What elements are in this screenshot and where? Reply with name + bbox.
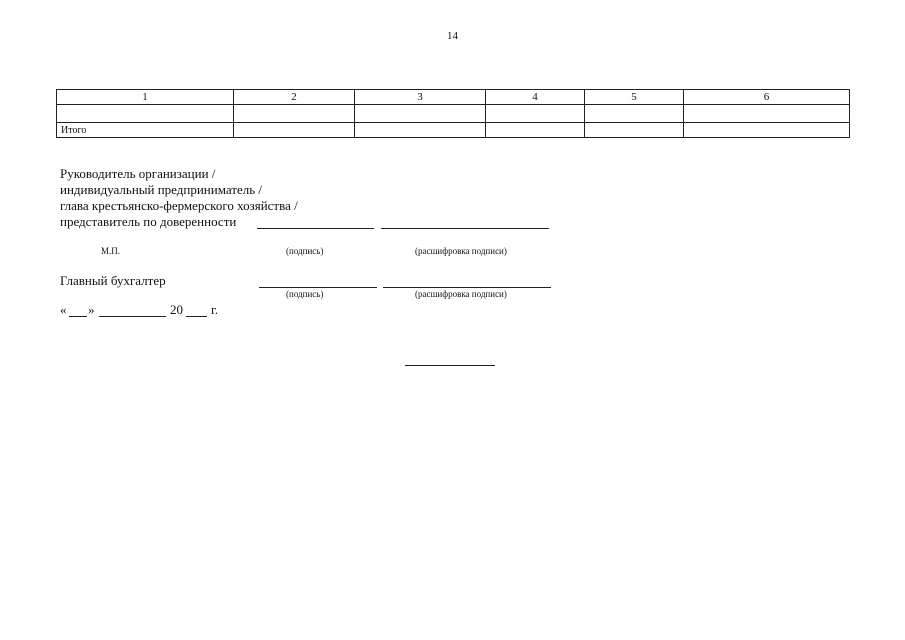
column-header-5: 5	[585, 90, 684, 105]
table-header-row	[57, 90, 850, 105]
accountant-decoding-line	[383, 287, 551, 288]
head-signature-line	[257, 228, 374, 229]
head-decoding-line	[381, 228, 549, 229]
table-cell	[355, 105, 486, 123]
stamp-label: М.П.	[101, 246, 121, 256]
total-label: Итого	[57, 123, 234, 138]
head-signatory-block	[60, 166, 298, 230]
head-line-2: индивидуальный предприниматель /	[60, 182, 263, 197]
year-blank	[186, 316, 207, 317]
date-year-prefix: 20	[170, 302, 183, 317]
accountant-signature-line	[259, 287, 377, 288]
day-blank	[69, 316, 87, 317]
table-cell	[684, 105, 850, 123]
page-number: 14	[447, 30, 458, 42]
column-header-1: 1	[57, 90, 234, 105]
accountant-signature-caption: (подпись)	[286, 289, 324, 299]
head-decoding-caption: (расшифровка подписи)	[415, 246, 507, 256]
table-row	[57, 105, 850, 123]
table-cell	[355, 123, 486, 138]
date-close-quote: »	[88, 302, 95, 317]
report-table	[56, 89, 850, 138]
head-line-1: Руководитель организации /	[60, 166, 216, 181]
column-header-3: 3	[355, 90, 486, 105]
table-total-row	[57, 123, 850, 138]
column-header-6: 6	[684, 90, 850, 105]
table-cell	[234, 105, 355, 123]
head-line-3: глава крестьянско-фермерского хозяйства /	[60, 198, 298, 213]
column-header-2: 2	[234, 90, 355, 105]
end-separator-line	[405, 365, 495, 366]
table-cell	[684, 123, 850, 138]
head-line-4: представитель по доверенности	[60, 214, 237, 229]
head-signature-caption: (подпись)	[286, 246, 324, 256]
date-open-quote: «	[60, 302, 67, 317]
chief-accountant-label: Главный бухгалтер	[60, 273, 166, 288]
table-cell	[585, 105, 684, 123]
accountant-decoding-caption: (расшифровка подписи)	[415, 289, 507, 299]
table-cell	[486, 123, 585, 138]
date-year-suffix: г.	[211, 302, 219, 317]
column-header-4: 4	[486, 90, 585, 105]
table-cell	[585, 123, 684, 138]
table-cell	[57, 105, 234, 123]
table-cell	[234, 123, 355, 138]
table-cell	[486, 105, 585, 123]
month-blank	[99, 316, 166, 317]
